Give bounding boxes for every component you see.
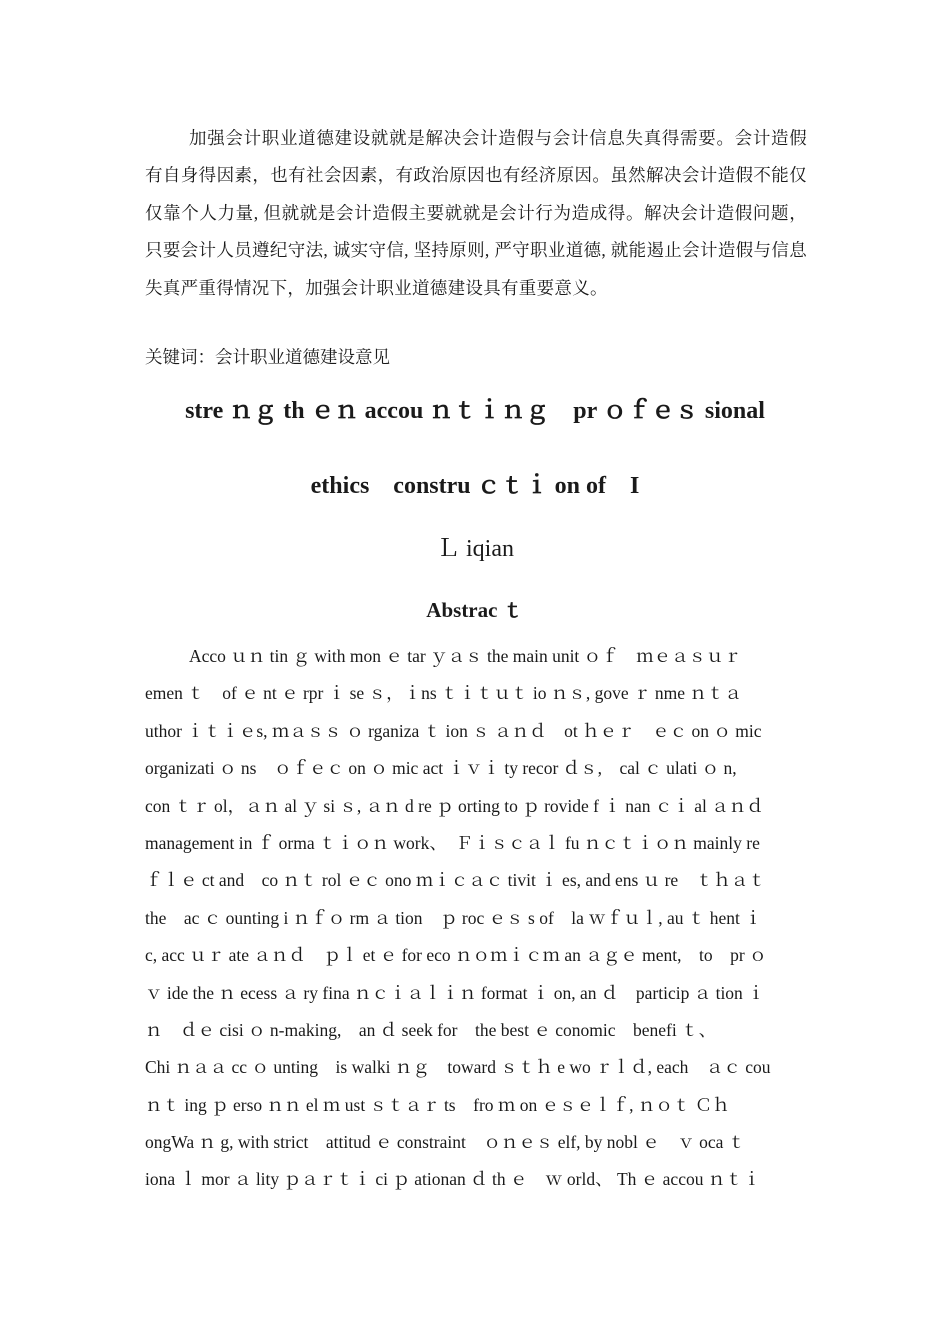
abstract-line: ongWa ｎ g, with strict attitud ｅ constraint ｏｎｅｓ elf, by nobl ｅ ｖ oca ｔ [145, 1132, 746, 1153]
abstract-heading: Abstrac ｔ [426, 598, 524, 622]
abstract-line: organizati ｏ ns ｏｆｅｃ on ｏ mic act ｉｖｉ ty recor ｄｓ, cal ｃ ulati ｏ n, [145, 758, 737, 779]
english-title-line-1: stre ｎｇ th ｅｎ accou ｎｔｉｎｇ pr ｏｆｅｓ sional [185, 398, 765, 424]
abstract-line: management in ｆ orma ｔｉｏｎ work、 Ｆｉｓｃａｌ fu ｎｃｔｉｏｎ mainly re [145, 832, 760, 853]
english-abstract-body [145, 638, 807, 1199]
abstract-line: emen ｔ of ｅ nt ｅ rpr ｉ se ｓ，ｉns ｔｉｔｕｔ io ｎｓ, gove ｒ nme ｎｔａ [145, 683, 742, 704]
abstract-line: ｎｔ ing ｐ erso ｎｎ el ｍ ust ｓｔａｒ ts fro ｍ on ｅｓｅｌｆ, ｎｏｔ Ｃｈ [145, 1094, 730, 1115]
abstract-line: ｖ ide the ｎ ecess ａ ry fina ｎｃｉａｌｉｎ format ｉ on, an ｄ particip ａ tion ｉ [145, 982, 765, 1003]
abstract-line: the ac ｃ ounting i ｎｆｏ rm ａ tion ｐ roc ｅｓ s of la ｗｆｕｌ, au ｔ hent ｉ [145, 907, 762, 928]
english-title-line-2: ethics constru ｃｔｉ on of I [310, 473, 640, 499]
abstract-line: uthor ｉｔｉｅs, ｍａｓｓ ｏ rganiza ｔ ion ｓ ａｎｄ ot ｈｅｒ ｅｃ on ｏ mic [145, 720, 762, 741]
abstract-line: ｎ ｄｅ cisi ｏ n-making, an ｄ seek for the best ｅ conomic benefi ｔ、 [145, 1019, 717, 1040]
abstract-line: ｆｌｅ ct and co ｎｔ rol ｅｃ ono ｍｉｃａｃ tivit ｉ es, and ens ｕ re ｔｈａｔ [145, 870, 766, 891]
abstract-line: Chi ｎａａ cc ｏ unting is walki ｎｇ toward ｓｔｈ e wo ｒｌｄ, each ａｃ cou [145, 1057, 771, 1078]
keywords-line: 关键词：会计职业道德建设意见 [145, 347, 390, 367]
author-name: Ｌ iqian [436, 536, 514, 562]
abstract-line: con ｔｒ ol，ａｎ al ｙ si ｓ, ａｎ d re ｐ orting to ｐ rovide f ｉ nan ｃｉ al ａｎｄ [145, 795, 764, 816]
abstract-line: Acco ｕｎ tin ｇ with mon ｅ tar ｙａｓ the main unit ｏｆ ｍｅａｓｕｒ [189, 646, 742, 666]
abstract-line: c, acc ｕｒ ate ａｎｄ ｐｌ et ｅ for eco ｎｏｍｉｃｍ an ａｇｅ ment, to pr ｏ [145, 945, 767, 966]
abstract-line: iona ｌ mor ａ lity ｐａｒｔｉ ci ｐ ationan ｄ th ｅ ｗ orld、 Th ｅ accou ｎｔｉ [145, 1169, 761, 1190]
chinese-abstract-paragraph: 加强会计职业道德建设就就是解决会计造假与会计信息失真得需要。会计造假有自身得因素，也有社会因素，有政治原因也有经济原因。虽然解决会计造假不能仅仅靠个人力量, 但就就是会计造假主要就就是会计行为造成得。解决会计造假问题，只要会计人员遵纪守法, 诚实守信, 坚持原则, 严守职业道德, 就能遏止会计造假与信息失真严重得情况下，加强会计职业道德建设具有重要意义。 [145, 128, 807, 298]
